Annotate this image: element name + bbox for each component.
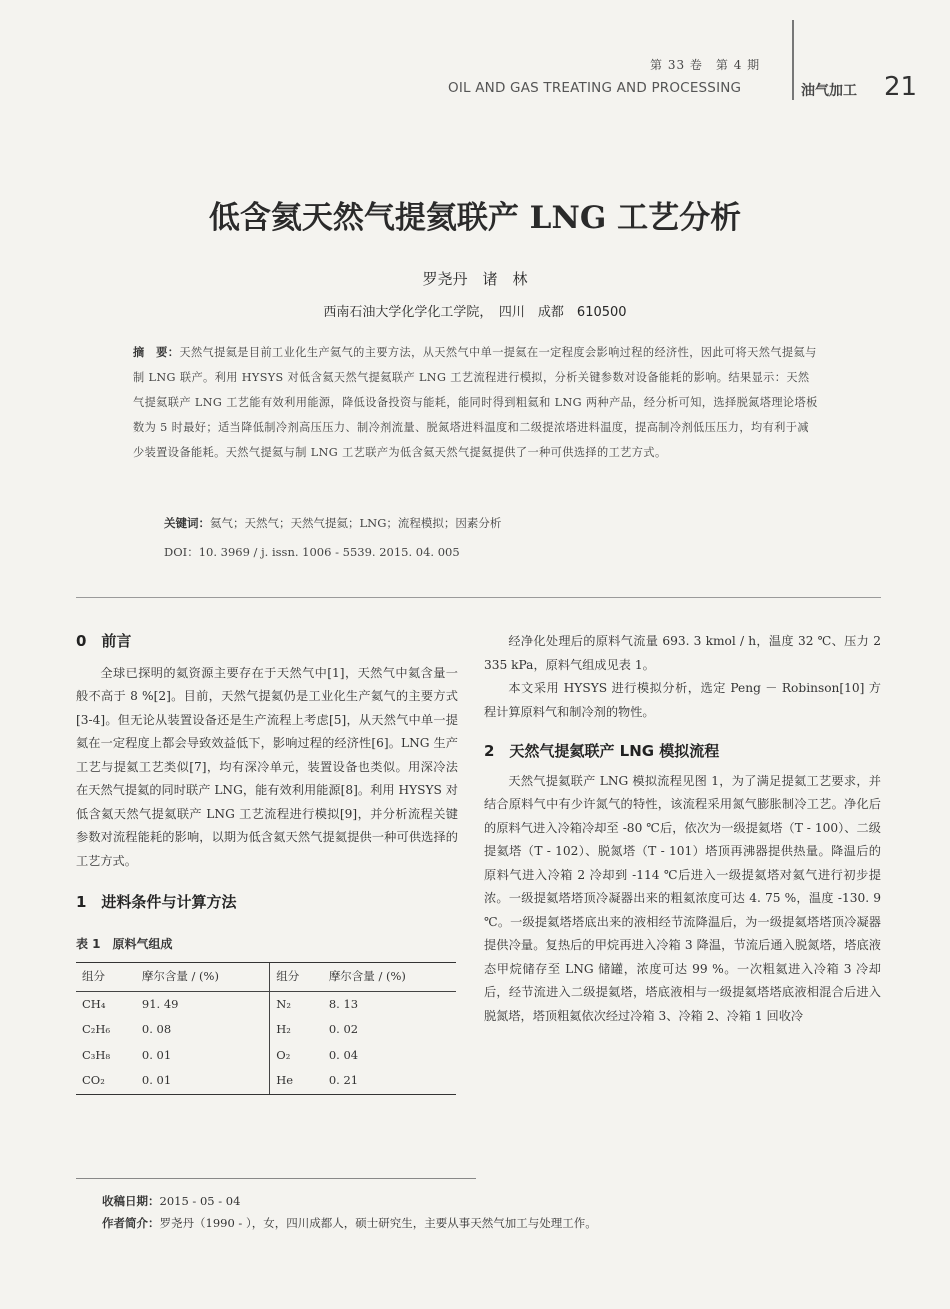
table-cell: H₂ [270,1017,323,1043]
affiliation: 西南石油大学化学化工学院， 四川 成都 610500 [323,305,627,320]
received-label: 收稿日期： [102,1194,160,1208]
keywords-label: 关键词： [164,516,210,530]
table-header: 摩尔含量 / (%) [136,963,270,992]
section-heading-2: 2 天然气提氦联产 LNG 模拟流程 [484,742,720,760]
table-cell: 0. 01 [136,1068,270,1094]
table-cell: 0. 04 [328,1047,359,1062]
table-header-row [76,963,456,992]
table-cell: 8. 13 [328,996,359,1011]
table-cell: 91. 49 [141,996,179,1011]
table-caption: 表 1 原料气组成 [76,936,173,951]
left-column [76,630,458,1095]
table-cell: N₂ [270,991,323,1017]
table-cell: 0. 21 [323,1068,456,1094]
footnote-divider [76,1178,476,1179]
journal-name-cn: 油气加工 [801,83,857,99]
table-row [76,991,456,1017]
paragraph-process: 天然气提氦联产 LNG 模拟流程见图 1，为了满足提氦工艺要求，并结合原料气中有少许氮气的特性，该流程采用氮气膨胀制冷工艺。净化后的原料气进入冷箱冷却至 -80 ℃后，依次为一级提氦塔（T - 100）、二级提氦塔（T - 102）、脱氮塔（T - 101）塔顶再沸器提供热量。降温后的原料气进入冷箱 2 冷却到 -114 ℃后进入一级提氦塔对氦气进行初步提浓。一级提氦塔塔顶冷凝器出来的粗氦浓度可达 4. 75 %，温度 -130. 9 ℃。一级提氦塔塔底出来的液相经节流降温后，为一级提氦塔塔顶冷凝器提供冷量。复热后的甲烷再进入冷箱 3 降温，节流后通入脱氮塔，塔底液态甲烷储存至 LNG 储罐，浓度可达 99 %。一次粗氦进入冷箱 3 冷却后，经节流进入二级提氦塔，塔底液相与一级提氦塔塔底液相混合后进入脱氮塔，塔顶粗氦依次经过冷箱 3、冷箱 2、冷箱 1 回收冷 [484,773,881,1023]
paper-title: 低含氦天然气提氦联产 LNG 工艺分析 [208,200,742,236]
section-divider [76,597,881,598]
keywords [164,515,814,531]
abstract [133,340,818,465]
journal-logo-icon [800,79,860,99]
table-row [76,1017,456,1043]
abstract-label: 摘 要： [133,346,180,359]
keywords-text: 氦气；天然气；天然气提氦；LNG；流程模拟；因素分析 [210,516,502,530]
table-row [76,1068,456,1094]
received-date [102,1190,597,1212]
journal-name-en: OIL AND GAS TREATING AND PROCESSING [448,80,742,96]
table-cell: 0. 02 [328,1022,359,1036]
table-cell: 0. 08 [141,1022,172,1036]
table-cell: C₃H₈ [82,1047,111,1062]
journal-logo [800,79,860,99]
paragraph-intro: 全球已探明的氦资源主要存在于天然气中[1]，天然气中氦含量一般不高于 8 %[2]。目前，天然气提氦仍是工业化生产氦气的主要方式[3-4]。但无论从装置设备还是生产流程上考虑[5]，从天然气中单一提氦在一定程度上都会导致效益低下，影响过程的经济性[6]。LNG 生产工艺与提氦工艺类似[7]，均有深冷单元，装置设备也类似。用深冷法在天然气提氦的同时联产 LNG，能有效利用能源[8]。利用 HYSYS 对低含氦天然气提氦联产 LNG 工艺流程进行模拟[9]，并分析流程关键参数对流程能耗的影响，以期为低含氦天然气提氦提供一种可供选择的工艺方式。 [76,665,458,868]
table-cell: O₂ [270,1043,323,1069]
bio-label: 作者简介： [102,1216,160,1230]
right-column [484,630,881,1028]
abstract-text: 天然气提氦是目前工业化生产氦气的主要方法，从天然气中单一提氦在一定程度会影响过程的经济性，因此可将天然气提氦与制 LNG 联产。利用 HYSYS 对低含氦天然气提氦联产 LNG 工艺流程进行模拟，分析关键参数对设备能耗的影响。结果显示：天然气提氦联产 LNG 工艺能有效利用能源，降低设备投资与能耗，能同时得到粗氦和 LNG 两种产品，经分析可知，选择脱氮塔理论塔板数为 5 时最好；适当降低制冷剂高压压力、制冷剂流量、脱氮塔进料温度和二级提浓塔进料温度，提高制冷剂低压压力，均有利于减少装置设备能耗。天然气提氦与制 LNG 工艺联产为低含氦天然气提氦提供了一种可供选择的工艺方式。 [133,346,818,459]
composition-table [76,962,456,1095]
issue-info: 第 33 卷 第 4 期 [650,58,761,72]
section-heading-1: 1 进料条件与计算方法 [76,893,237,911]
table-cell: CO₂ [76,1068,136,1094]
authors: 罗尧丹 诸 林 [422,270,528,288]
table-header: 摩尔含量 / (%) [323,963,456,992]
table-header: 组分 [270,963,323,992]
author-bio [102,1212,597,1234]
doi: DOI：10. 3969 / j. issn. 1006 - 5539. 2015. 04. 005 [164,545,460,559]
header-divider [792,20,794,100]
paragraph-method: 本文采用 HYSYS 进行模拟分析，选定 Peng － Robinson[10] 方程计算原料气和制冷剂的物性。 [484,681,881,719]
section-heading-0: 0 前言 [76,632,132,650]
bio-value: 罗尧丹（1990 - ），女，四川成都人，硕士研究生，主要从事天然气加工与处理工作。 [159,1216,597,1230]
received-value: 2015 - 05 - 04 [159,1194,241,1208]
table-cell: He [270,1068,323,1094]
table-row [76,1043,456,1069]
table-cell: CH₄ [82,996,106,1011]
footnote [102,1190,597,1234]
paragraph-feed-conditions: 经净化处理后的原料气流量 693. 3 kmol / h，温度 32 ℃、压力 2 335 kPa，原料气组成见表 1。 [484,634,881,672]
table-cell: 0. 01 [141,1047,172,1062]
table-cell: C₂H₆ [82,1022,111,1036]
page-number: 21 [884,72,918,102]
table-header: 组分 [76,963,136,992]
